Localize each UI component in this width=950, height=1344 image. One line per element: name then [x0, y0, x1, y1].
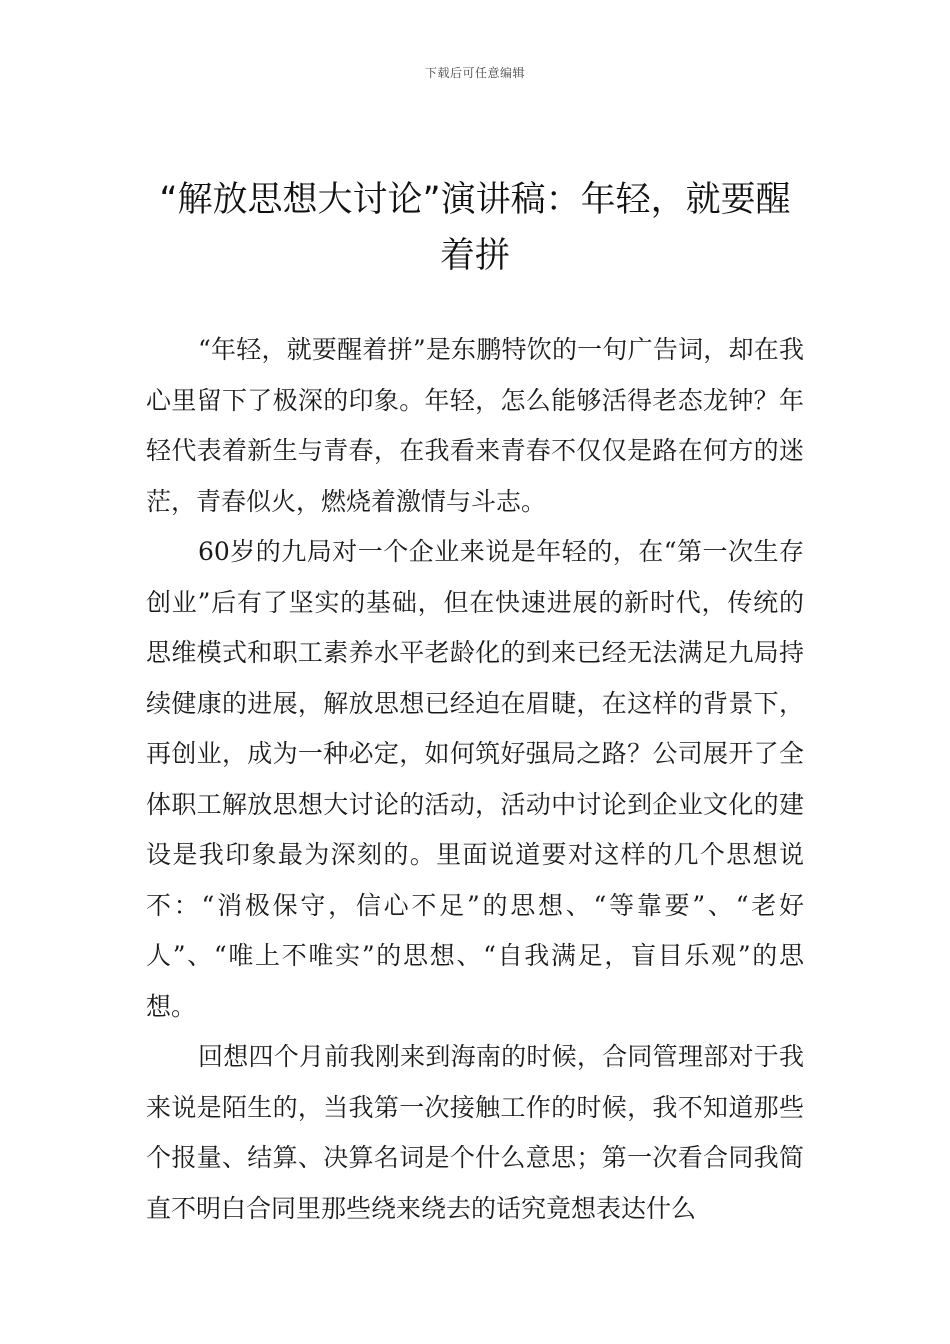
paragraph-2: 60岁的九局对一个企业来说是年轻的，在“第一次生存创业”后有了坚实的基础，但在快速进展的新时代，传统的思维模式和职工素养水平老龄化的到来已经无法满足九局持续健康的进展，解放思想已经迫在眉睫，在这样的背景下，再创业，成为一种必定，如何筑好强局之路？公司展开了全体职工解放思想大讨论的活动，活动中讨论到企业文化的建设是我印象最为深刻的。里面说道要对这样的几个思想说不：“消极保守，信心不足”的思想、“等靠要”、“老好人”、“唯上不唯实”的思想、“自我满足，盲目乐观”的思想。 [146, 537, 804, 1021]
paragraph-3: 回想四个月前我刚来到海南的时候，合同管理部对于我来说是陌生的，当我第一次接触工作的时候，我不知道那些个报量、结算、决算名词是个什么意思；第一次看合同我简直不明白合同里那些绕来绕去的话究竟想表达什么 [146, 1042, 804, 1223]
header-note: 下载后可任意编辑 [424, 66, 525, 80]
document-body [146, 325, 804, 1234]
document-title: “解放思想大讨论”演讲稿：年轻，就要醒着拼 [159, 180, 791, 276]
paragraph-1: “年轻，就要醒着拼”是东鹏特饮的一句广告词，却在我心里留下了极深的印象。年轻，怎么能够活得老态龙钟？年轻代表着新生与青春，在我看来青春不仅仅是路在何方的迷茫，青春似火，燃烧着激情与斗志。 [146, 335, 804, 516]
